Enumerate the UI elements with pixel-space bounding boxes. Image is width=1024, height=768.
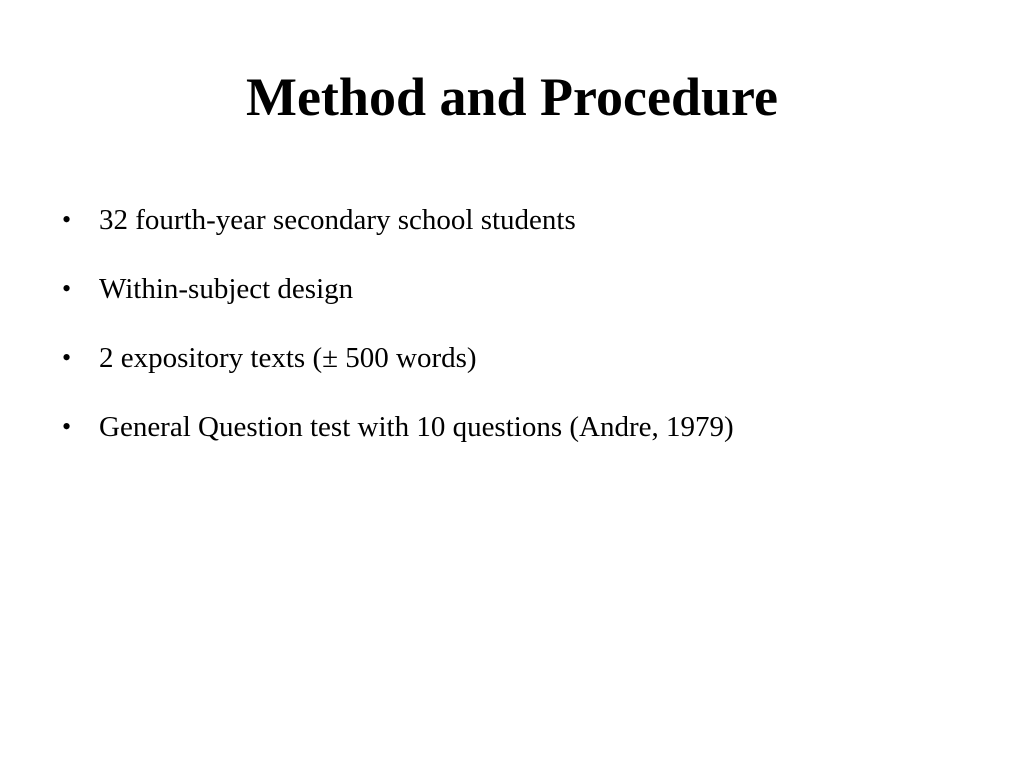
bullet-text: 2 expository texts (± 500 words) — [99, 342, 477, 374]
bullet-text: Within-subject design — [99, 273, 354, 305]
bullet-marker: • — [62, 205, 72, 234]
bullet-marker: • — [62, 343, 72, 372]
bullet-text: General Question test with 10 questions (Andre, 1979) — [99, 411, 734, 443]
slide-title: Method and Procedure — [246, 67, 778, 127]
bullet-marker: • — [62, 274, 72, 303]
bullet-text: 32 fourth-year secondary school students — [99, 204, 576, 236]
bullet-marker: • — [62, 412, 72, 441]
